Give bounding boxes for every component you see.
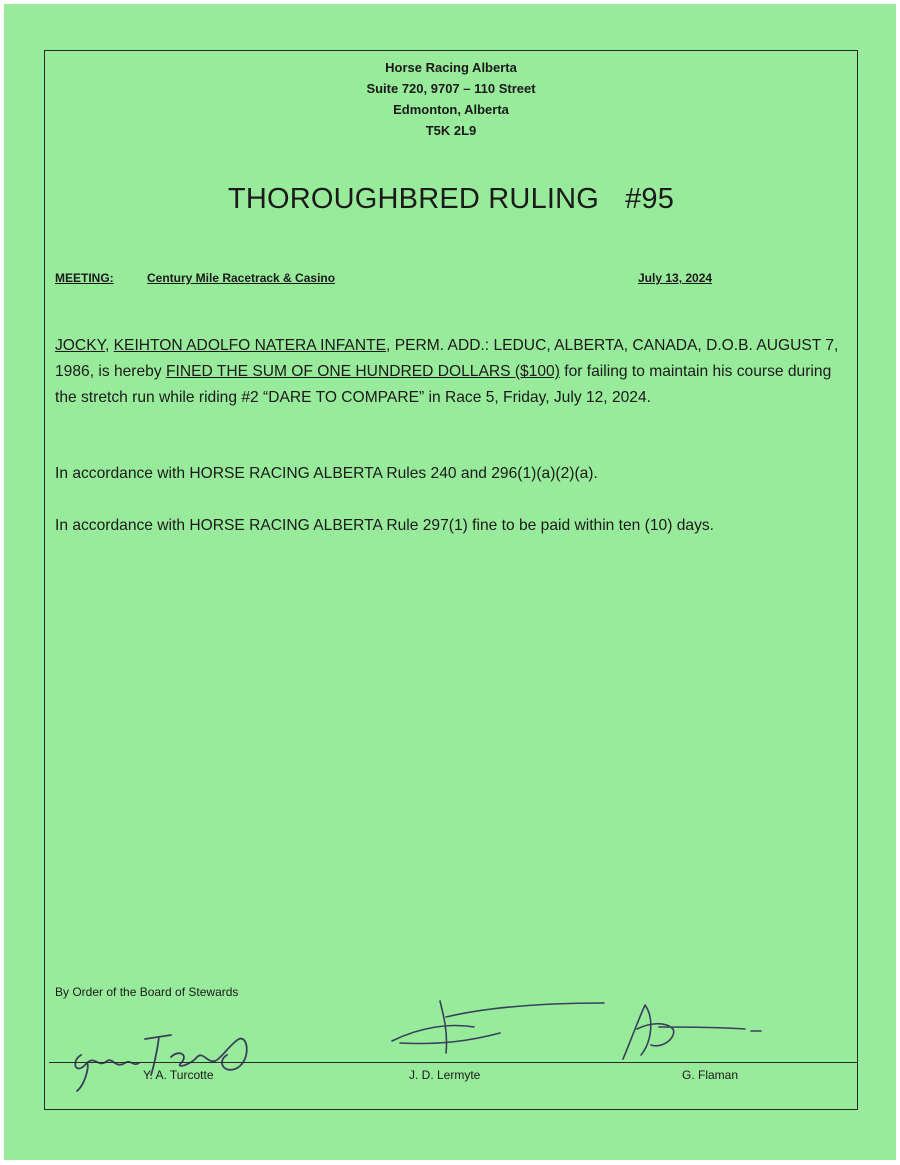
steward-name-2: J. D. Lermyte (409, 1068, 481, 1082)
signature-flaman (615, 999, 775, 1069)
document-title (45, 183, 857, 216)
role-label: JOCKY (55, 337, 105, 354)
address-line-1: Suite 720, 9707 – 110 Street (366, 81, 536, 96)
title-text: THOROUGHBRED RULING (227, 183, 600, 215)
rules-citation-1: In accordance with HORSE RACING ALBERTA Rules 240 and 296(1)(a)(2)(a). (55, 465, 598, 482)
organization-name: Horse Racing Alberta (385, 60, 517, 75)
meeting-label: MEETING: (55, 271, 114, 285)
ruling-number: #95 (625, 183, 675, 215)
signature-line (49, 1062, 857, 1063)
board-order-text: By Order of the Board of Stewards (55, 985, 239, 999)
ruling-document (4, 4, 896, 1160)
jockey-details: , PERM. ADD.: LEDUC, ALBERTA, CANADA, D.O.B. AUGUST 7, 1986, is hereby (55, 337, 839, 380)
meeting-venue: Century Mile Racetrack & Casino (147, 271, 336, 285)
steward-name-3: G. Flaman (682, 1068, 739, 1082)
rules-citation-2: In accordance with HORSE RACING ALBERTA Rule 297(1) fine to be paid within ten (10) days. (55, 517, 715, 534)
jockey-name: KEIHTON ADOLFO NATERA INFANTE (113, 337, 387, 354)
postal-code: T5K 2L9 (425, 123, 477, 138)
separator-text: , (104, 337, 114, 354)
letterhead (45, 57, 857, 141)
steward-name-1: Y. A. Turcotte (143, 1068, 214, 1082)
ruling-paragraph (55, 333, 855, 411)
penalty-text: FINED THE SUM OF ONE HUNDRED DOLLARS ($100) (165, 363, 560, 380)
document-border (44, 50, 858, 1110)
signature-lermyte (390, 995, 610, 1065)
meeting-date: July 13, 2024 (638, 271, 713, 285)
address-line-2: Edmonton, Alberta (393, 102, 509, 117)
reason-text: for failing to maintain his course during the stretch run while riding #2 “DARE TO COMPARE” in Race 5, Friday, July 12, 2024. (55, 363, 832, 406)
